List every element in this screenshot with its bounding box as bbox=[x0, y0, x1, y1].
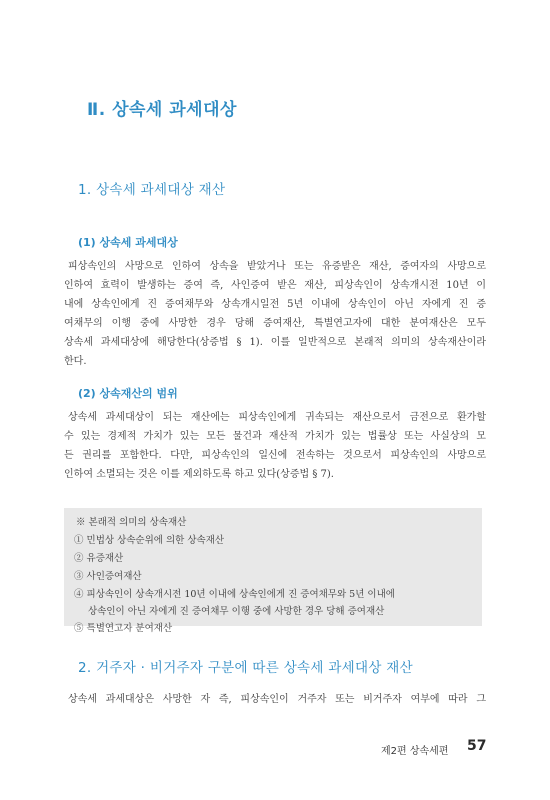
paragraph-line: 내에 상속인에게 진 증여채무와 상속개시일전 5년 이내에 상속인이 아닌 자에게 진 증 bbox=[64, 299, 486, 310]
note-item: ① 민법상 상속순위에 의한 상속재산 bbox=[74, 535, 225, 546]
note-box bbox=[64, 508, 482, 634]
paragraph-line: 인하여 효력이 발생하는 증여 즉, 사인증여 받은 재산, 피상속인이 상속개시전 10년 이 bbox=[64, 280, 486, 291]
note-item: ④ 피상속인이 상속개시전 10년 이내에 상속인에게 진 증여채무와 5년 이내에 bbox=[74, 589, 395, 600]
note-item: ⑤ 특별연고자 분여재산 bbox=[74, 623, 173, 634]
note-item: ② 유증재산 bbox=[74, 553, 124, 564]
paragraph-line: 수 있는 경제적 가치가 있는 모든 물건과 재산적 가치가 있는 법률상 또는 사실상의 모 bbox=[64, 431, 486, 442]
note-item-continuation: 상속인이 아닌 자에게 진 증여채무 이행 중에 사망한 경우 당해 증여재산 bbox=[88, 606, 385, 617]
paragraph-line: 상속세 과세대상에 해당한다(상증법 § 1). 이를 일반적으로 본래적 의미의 상속재산이라 bbox=[64, 337, 486, 348]
paragraph-line: 피상속인의 사망으로 인하여 상속을 받았거나 또는 유증받은 재산, 증여자의 사망으로 bbox=[68, 261, 486, 272]
paragraph-property-range bbox=[64, 408, 486, 484]
paragraph-line: 한다. bbox=[64, 356, 87, 367]
paragraph-residency bbox=[64, 690, 486, 709]
subsection-title-2: (2) 상속재산의 범위 bbox=[78, 387, 178, 400]
chapter-title: Ⅱ. 상속세 과세대상 bbox=[87, 100, 237, 120]
paragraph-line: 상속세 과세대상은 사망한 자 즉, 피상속인이 거주자 또는 비거주자 여부에 따라 그 bbox=[68, 694, 486, 705]
paragraph-line: 상속세 과세대상이 되는 재산에는 피상속인에게 귀속되는 재산으로서 금전으로 환가할 bbox=[68, 412, 486, 423]
section-title-2: 2. 거주자 · 비거주자 구분에 따른 상속세 과세대상 재산 bbox=[78, 660, 413, 676]
paragraph-taxable-scope bbox=[64, 257, 486, 371]
paragraph-line: 인하여 소멸되는 것은 이를 제외하도록 하고 있다(상증법 § 7). bbox=[64, 469, 334, 480]
paragraph-line: 여채무의 이행 중에 사망한 경우 당해 증여재산, 특별연고자에 대한 분여재산은 모두 bbox=[64, 318, 486, 329]
subsection-title-1: (1) 상속세 과세대상 bbox=[78, 236, 178, 249]
section-title-1: 1. 상속세 과세대상 재산 bbox=[78, 182, 226, 198]
paragraph-line: 든 권리를 포함한다. 다만, 피상속인의 일신에 전속하는 것으로서 피상속인의 사망으로 bbox=[64, 450, 486, 461]
note-item: ③ 사인증여재산 bbox=[74, 571, 142, 582]
note-title: ※ 본래적 의미의 상속재산 bbox=[76, 517, 187, 528]
page-number: 57 bbox=[467, 738, 487, 754]
footer-chapter-label: 제2편 상속세편 bbox=[381, 746, 449, 757]
